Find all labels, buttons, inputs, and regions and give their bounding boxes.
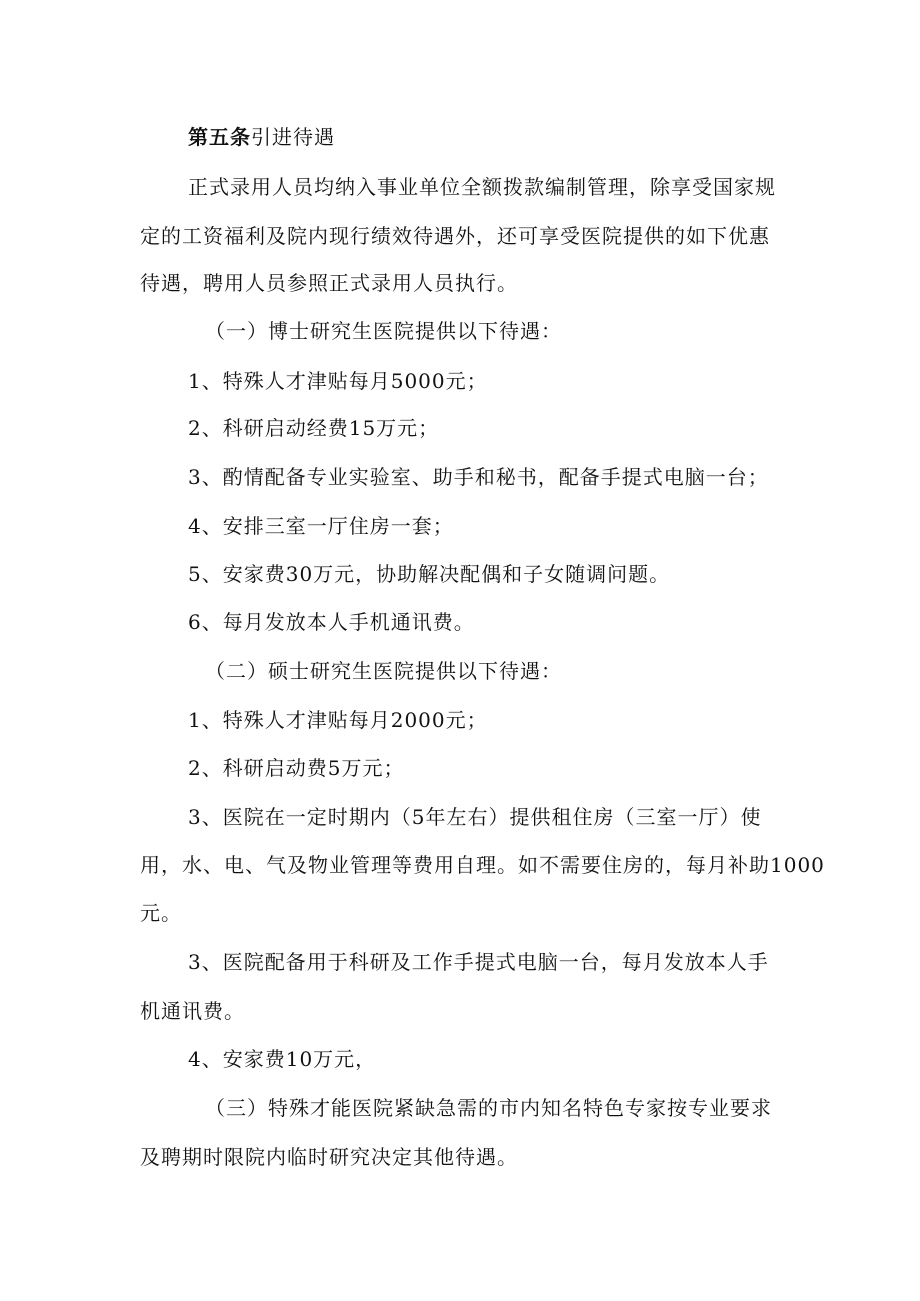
section-title: （三）特殊才能医院紧缺急需的市内知名特色专家按专业要求 <box>205 1096 772 1120</box>
list-item: 6、每月发放本人手机通讯费。 <box>188 610 475 634</box>
section-title: （二）硕士研究生医院提供以下待遇： <box>205 659 562 683</box>
list-item: 1、特殊人才津贴每月5000元； <box>188 369 488 393</box>
list-item: 4、安家费10万元， <box>188 1047 377 1071</box>
article-title: 引进待遇 <box>251 125 335 149</box>
list-item: 1、特殊人才津贴每月2000元； <box>188 708 488 732</box>
section-continuation: 及聘期时限院内临时研究决定其他待遇。 <box>140 1145 518 1169</box>
list-item: 2、科研启动费5万元； <box>188 756 405 780</box>
list-item: 3、医院在一定时期内（5年左右）提供租住房（三室一厅）使 <box>188 805 762 829</box>
intro-line: 待遇，聘用人员参照正式录用人员执行。 <box>140 271 518 295</box>
list-item-continuation: 用，水、电、气及物业管理等费用自理。如不需要住房的，每月补助1000 <box>140 853 825 877</box>
intro-line: 定的工资福利及院内现行绩效待遇外，还可享受医院提供的如下优惠 <box>140 224 770 248</box>
intro-line: 正式录用人员均纳入事业单位全额拨款编制管理，除享受国家规 <box>188 175 776 199</box>
article-heading <box>188 124 920 150</box>
list-item: 2、科研启动经费15万元； <box>188 416 440 440</box>
list-item: 4、安排三室一厅住房一套； <box>188 514 454 538</box>
section-title: （一）博士研究生医院提供以下待遇： <box>205 319 562 343</box>
list-item-continuation: 元。 <box>140 901 182 925</box>
list-item: 3、酌情配备专业实验室、助手和秘书，配备手提式电脑一台； <box>188 465 769 489</box>
list-item: 5、安家费30万元，协助解决配偶和子女随调问题。 <box>188 562 671 586</box>
article-number: 第五条 <box>188 125 251 149</box>
list-item-continuation: 机通讯费。 <box>140 999 245 1023</box>
list-item: 3、医院配备用于科研及工作手提式电脑一台，每月发放本人手 <box>188 950 769 974</box>
